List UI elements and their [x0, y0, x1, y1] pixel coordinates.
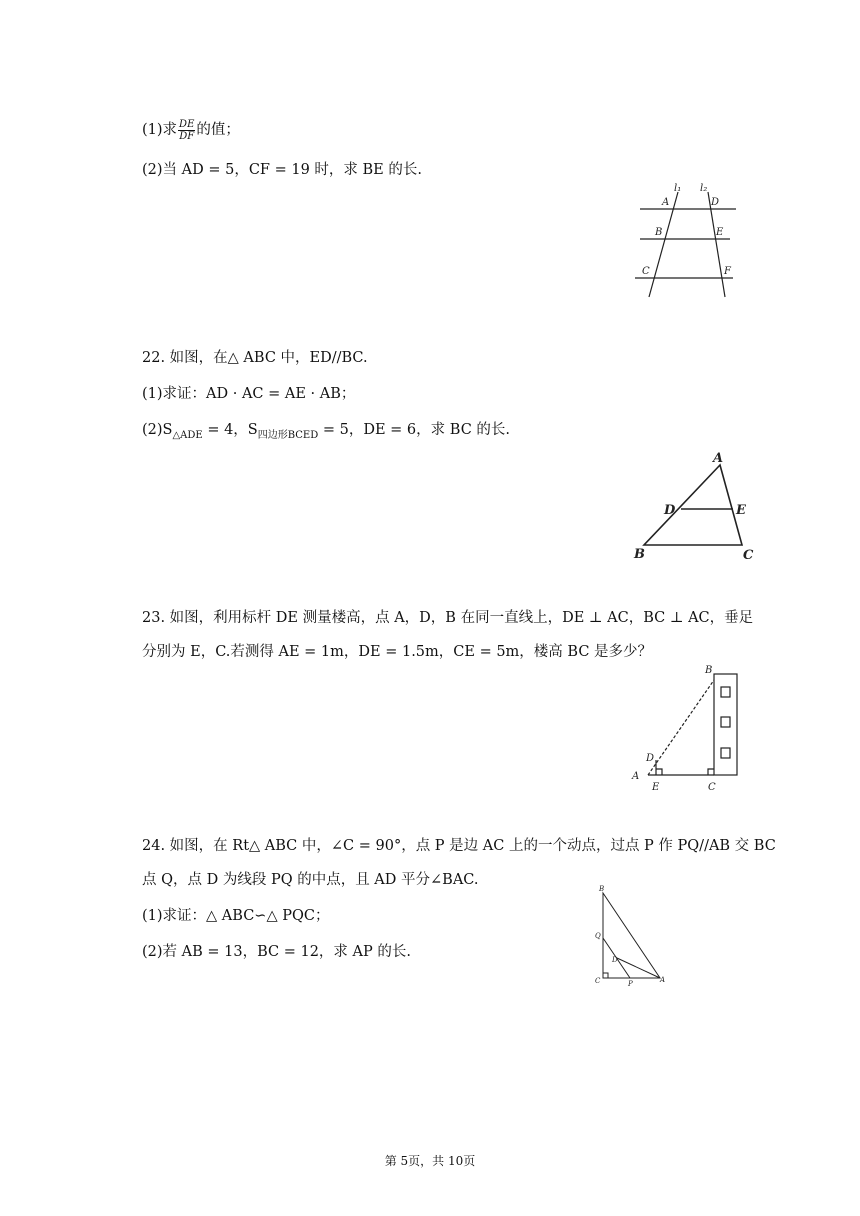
fig24-label-c: C [595, 977, 601, 985]
fig23-window-2 [721, 717, 730, 727]
fig21-label-l1: l₁ [674, 183, 682, 194]
figure-right-triangle [590, 880, 670, 988]
q21-part1 [142, 118, 240, 142]
fig21-label-e: E [716, 227, 724, 238]
q23-line1: 23. 如图，利用标杆 DE 测量楼高，点 A，D，B 在同一直线上，DE ⊥ AC，BC ⊥ AC，垂足 [142, 610, 754, 626]
q21-fraction-numerator: DE [179, 118, 195, 130]
q21-part1-suffix: 的值； [196, 122, 240, 138]
fig24-label-b: B [599, 885, 605, 893]
fig21-label-c: C [642, 266, 650, 277]
figure-parallel-lines [630, 180, 740, 302]
q21-fraction [178, 119, 195, 142]
q21-part2: (2)当 AD = 5，CF = 19 时，求 BE 的长. [142, 162, 422, 178]
fig22-label-e: E [736, 503, 746, 518]
fig23-label-a: A [632, 771, 640, 782]
fig23-window-1 [721, 687, 730, 697]
fig23-label-b: B [705, 665, 713, 676]
q22-part1: (1)求证：AD · AC = AE · AB； [142, 386, 356, 402]
q24-line2: 点 Q，点 D 为线段 PQ 的中点，且 AD 平分∠BAC. [142, 872, 479, 888]
q21-part1-prefix: (1)求 [142, 122, 178, 138]
q24-part2: (2)若 AB = 13，BC = 12，求 AP 的长. [142, 944, 411, 960]
fig23-label-d: D [646, 753, 655, 764]
q22-part2-sub1: △ADE [172, 430, 203, 441]
fig24-label-d: D [612, 956, 618, 964]
q23-line2: 分别为 E，C.若测得 AE = 1m，DE = 1.5m，CE = 5m，楼高 BC 是多少？ [142, 644, 653, 660]
fig24-label-q: Q [595, 932, 601, 940]
fig23-label-e: E [652, 782, 660, 793]
fig24-right-angle-c [603, 973, 608, 978]
fig21-label-l2: l₂ [700, 183, 708, 194]
q22-part2-b: = 4，S [202, 422, 258, 438]
fig23-window-3 [721, 748, 730, 758]
q22-part2-a: (2)S [142, 422, 173, 438]
figure-triangle-de-parallel [630, 448, 760, 566]
q24-line1: 24. 如图，在 Rt△ ABC 中，∠C = 90°，点 P 是边 AC 上的一个动点，过点 P 作 PQ//AB 交 BC [142, 838, 776, 854]
q22-part2-c: = 5，DE = 6，求 BC 的长. [318, 422, 511, 438]
fig22-label-c: C [743, 548, 754, 563]
q24-part1: (1)求证：△ ABC∽△ PQC； [142, 908, 330, 924]
fig22-label-d: D [664, 503, 676, 518]
q22-stem: 22. 如图，在△ ABC 中，ED//BC. [142, 350, 368, 366]
page-footer: 第 5页，共 10页 [384, 1154, 476, 1168]
fig24-label-p: P [628, 980, 633, 988]
q21-fraction-denominator: DF [179, 130, 195, 142]
fig21-label-d: D [711, 197, 720, 208]
fig24-label-a: A [660, 976, 666, 984]
fig23-right-angle-c [708, 769, 714, 775]
fig23-building [714, 674, 737, 775]
fig21-label-f: F [724, 266, 731, 277]
figure-building-measure [628, 660, 744, 796]
fig23-label-c: C [708, 782, 716, 793]
fig22-triangle-abc [644, 465, 742, 545]
q22-part2 [142, 418, 510, 441]
fig23-sightline-ab [648, 680, 714, 775]
fig21-label-b: B [655, 227, 663, 238]
fig23-right-angle-e [656, 769, 662, 775]
fig21-label-a: A [662, 197, 670, 208]
fig22-label-b: B [634, 547, 645, 562]
q22-part2-sub2: 四边形BCED [257, 430, 319, 441]
fig22-label-a: A [713, 451, 724, 466]
